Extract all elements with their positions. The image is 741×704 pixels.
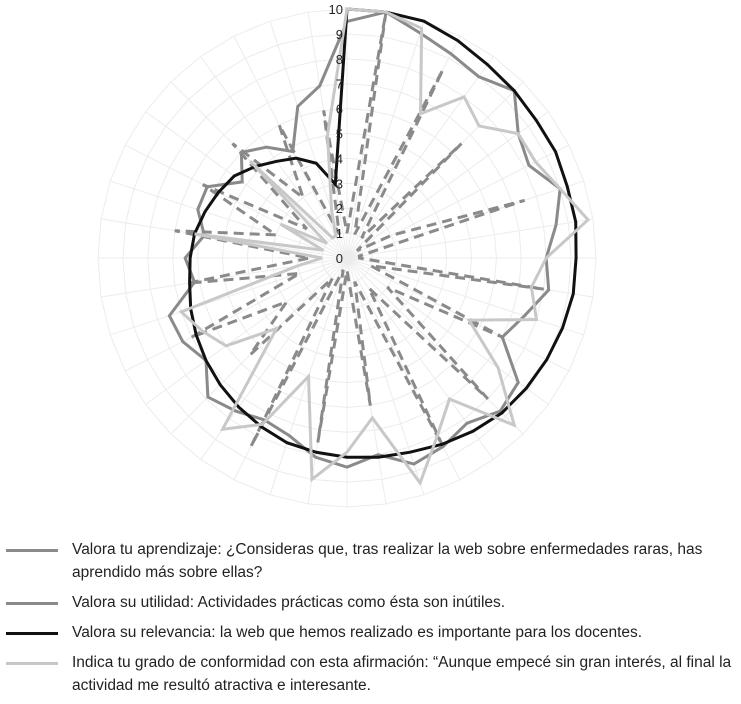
grid-spoke [347,36,460,258]
radar-grid [98,9,596,507]
legend-swatch [6,549,58,552]
legend-item [0,621,741,644]
tick-label: 0 [335,251,343,266]
tick-label: 4 [335,151,343,167]
legend-item [0,651,741,697]
legend-label: Valora su relevancia: la web que hemos realizado es importante para los docentes. [72,624,643,641]
legend [0,538,741,704]
tick-label: 7 [335,76,343,92]
series-line-2 [190,9,576,457]
tick-label: 5 [335,126,343,142]
legend-label: Valora su utilidad: Actividades prácticas como ésta son inútiles. [72,594,506,611]
radar-series [169,9,588,483]
tick-label: 1 [335,226,343,242]
tick-label: 10 [328,2,343,17]
grid-spoke [146,112,347,258]
legend-swatch [6,632,58,635]
legend-label: Valora tu aprendizaje: ¿Consideras que, tras realizar la web sobre enfermedades raras, has aprendido más sobre ellas? [72,541,703,581]
tick-label: 9 [335,26,343,42]
legend-item [0,591,741,614]
tick-label: 6 [335,101,343,117]
legend-swatch [6,662,58,665]
grid-spoke [347,258,493,459]
grid-spoke [201,57,347,258]
tick-label: 3 [335,176,343,192]
legend-swatch [6,602,58,605]
legend-item [0,538,741,584]
tick-label: 2 [335,201,343,217]
legend-label: Indica tu grado de conformidad con esta afirmación: “Aunque empecé sin gran interés, al final la actividad me resultó atractiva e interesante. [72,654,732,694]
tick-label: 8 [335,51,343,67]
